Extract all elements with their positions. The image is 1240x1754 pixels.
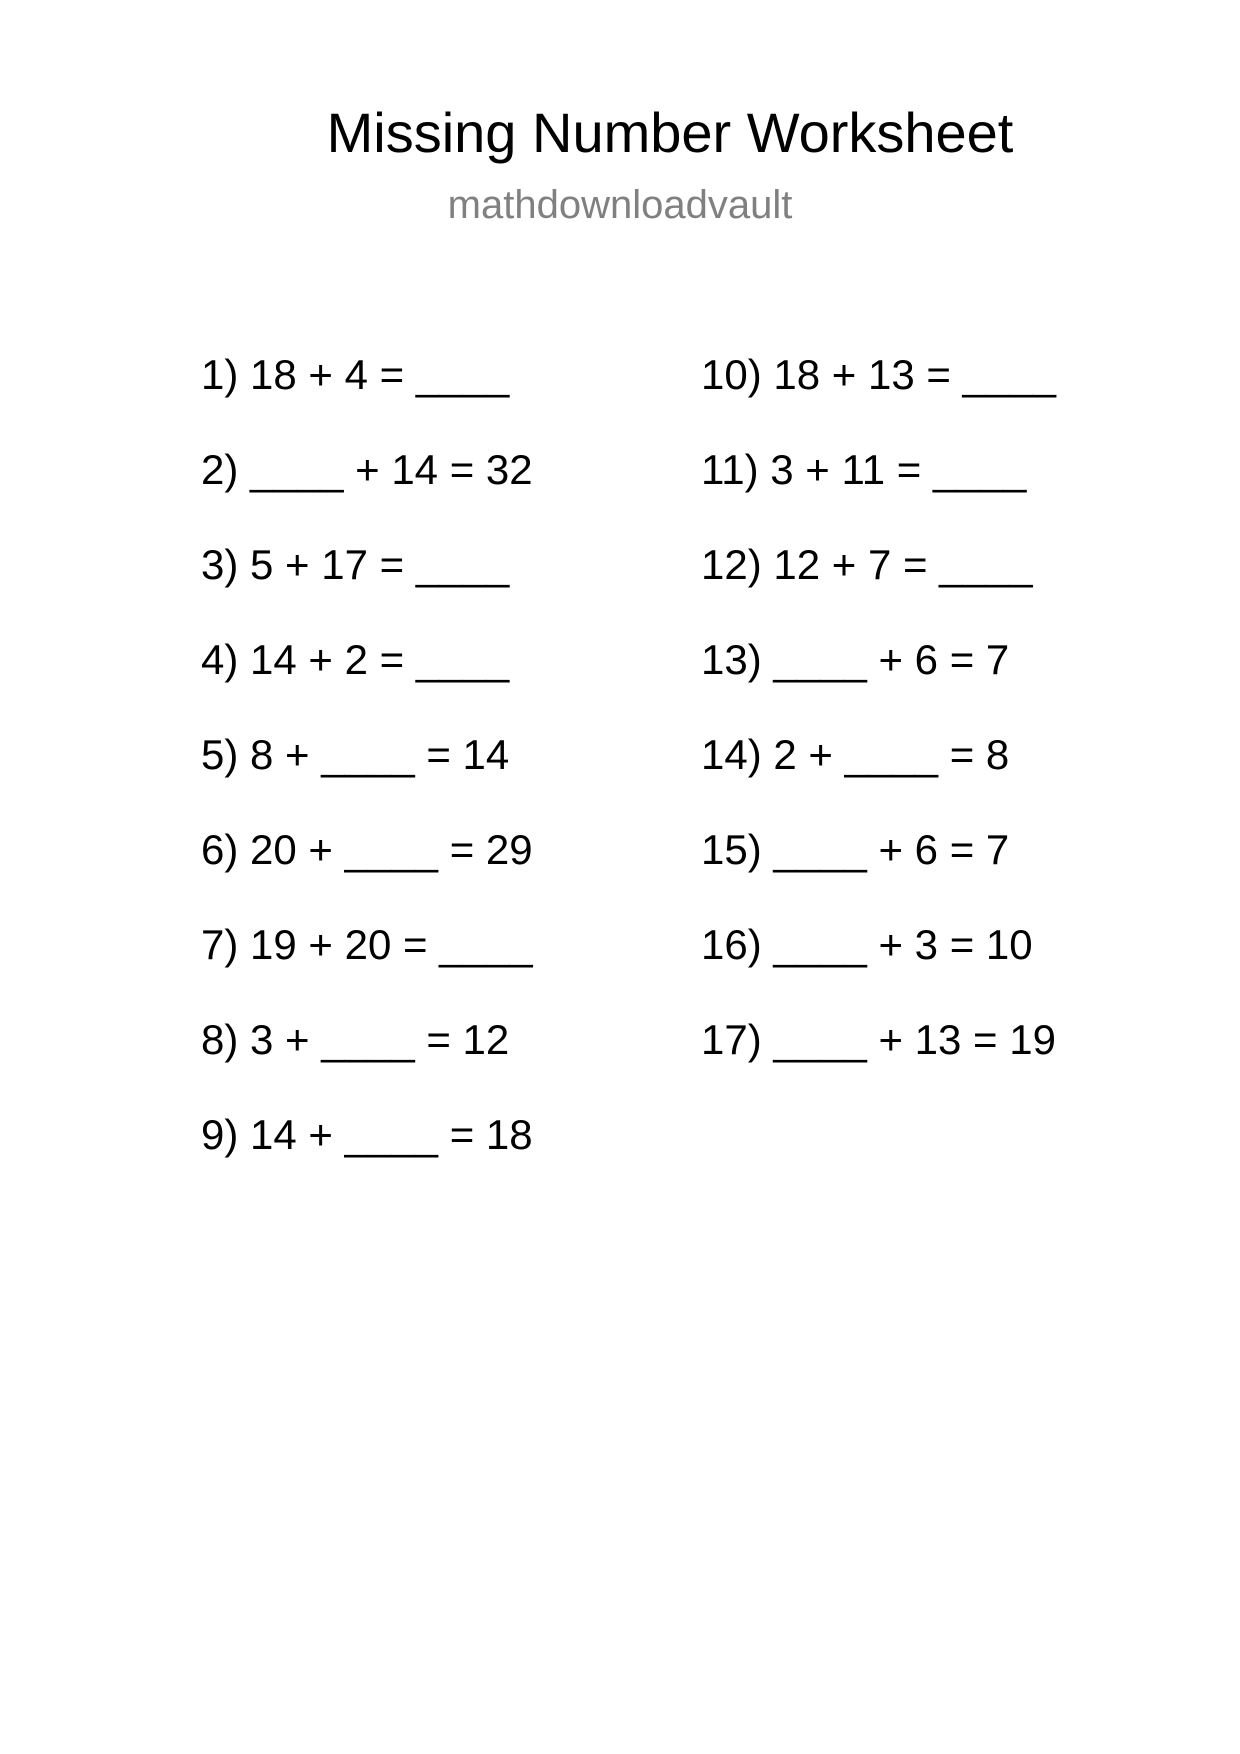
problem-9: 9) 14 + ____ = 18 (201, 1111, 533, 1158)
problem-2: 2) ____ + 14 = 32 (201, 446, 533, 493)
worksheet-title: Missing Number Worksheet (326, 101, 1014, 164)
problem-7: 7) 19 + 20 = ____ (201, 921, 533, 968)
problem-14: 14) 2 + ____ = 8 (701, 731, 1010, 778)
problem-4: 4) 14 + 2 = ____ (201, 636, 510, 683)
problem-17: 17) ____ + 13 = 19 (701, 1016, 1056, 1063)
worksheet-subtitle: mathdownloadvault (447, 183, 793, 227)
problem-13: 13) ____ + 6 = 7 (701, 636, 1010, 683)
problem-12: 12) 12 + 7 = ____ (701, 541, 1033, 588)
problem-1: 1) 18 + 4 = ____ (201, 351, 510, 398)
problems-right-column (701, 350, 1056, 1110)
problem-15: 15) ____ + 6 = 7 (701, 826, 1010, 873)
problem-3: 3) 5 + 17 = ____ (201, 541, 510, 588)
problem-11: 11) 3 + 11 = ____ (701, 446, 1027, 493)
problem-10: 10) 18 + 13 = ____ (701, 351, 1056, 398)
problem-6: 6) 20 + ____ = 29 (201, 826, 533, 873)
problem-8: 8) 3 + ____ = 12 (201, 1016, 510, 1063)
problem-5: 5) 8 + ____ = 14 (201, 731, 510, 778)
problem-16: 16) ____ + 3 = 10 (701, 921, 1033, 968)
problems-left-column (201, 350, 533, 1205)
